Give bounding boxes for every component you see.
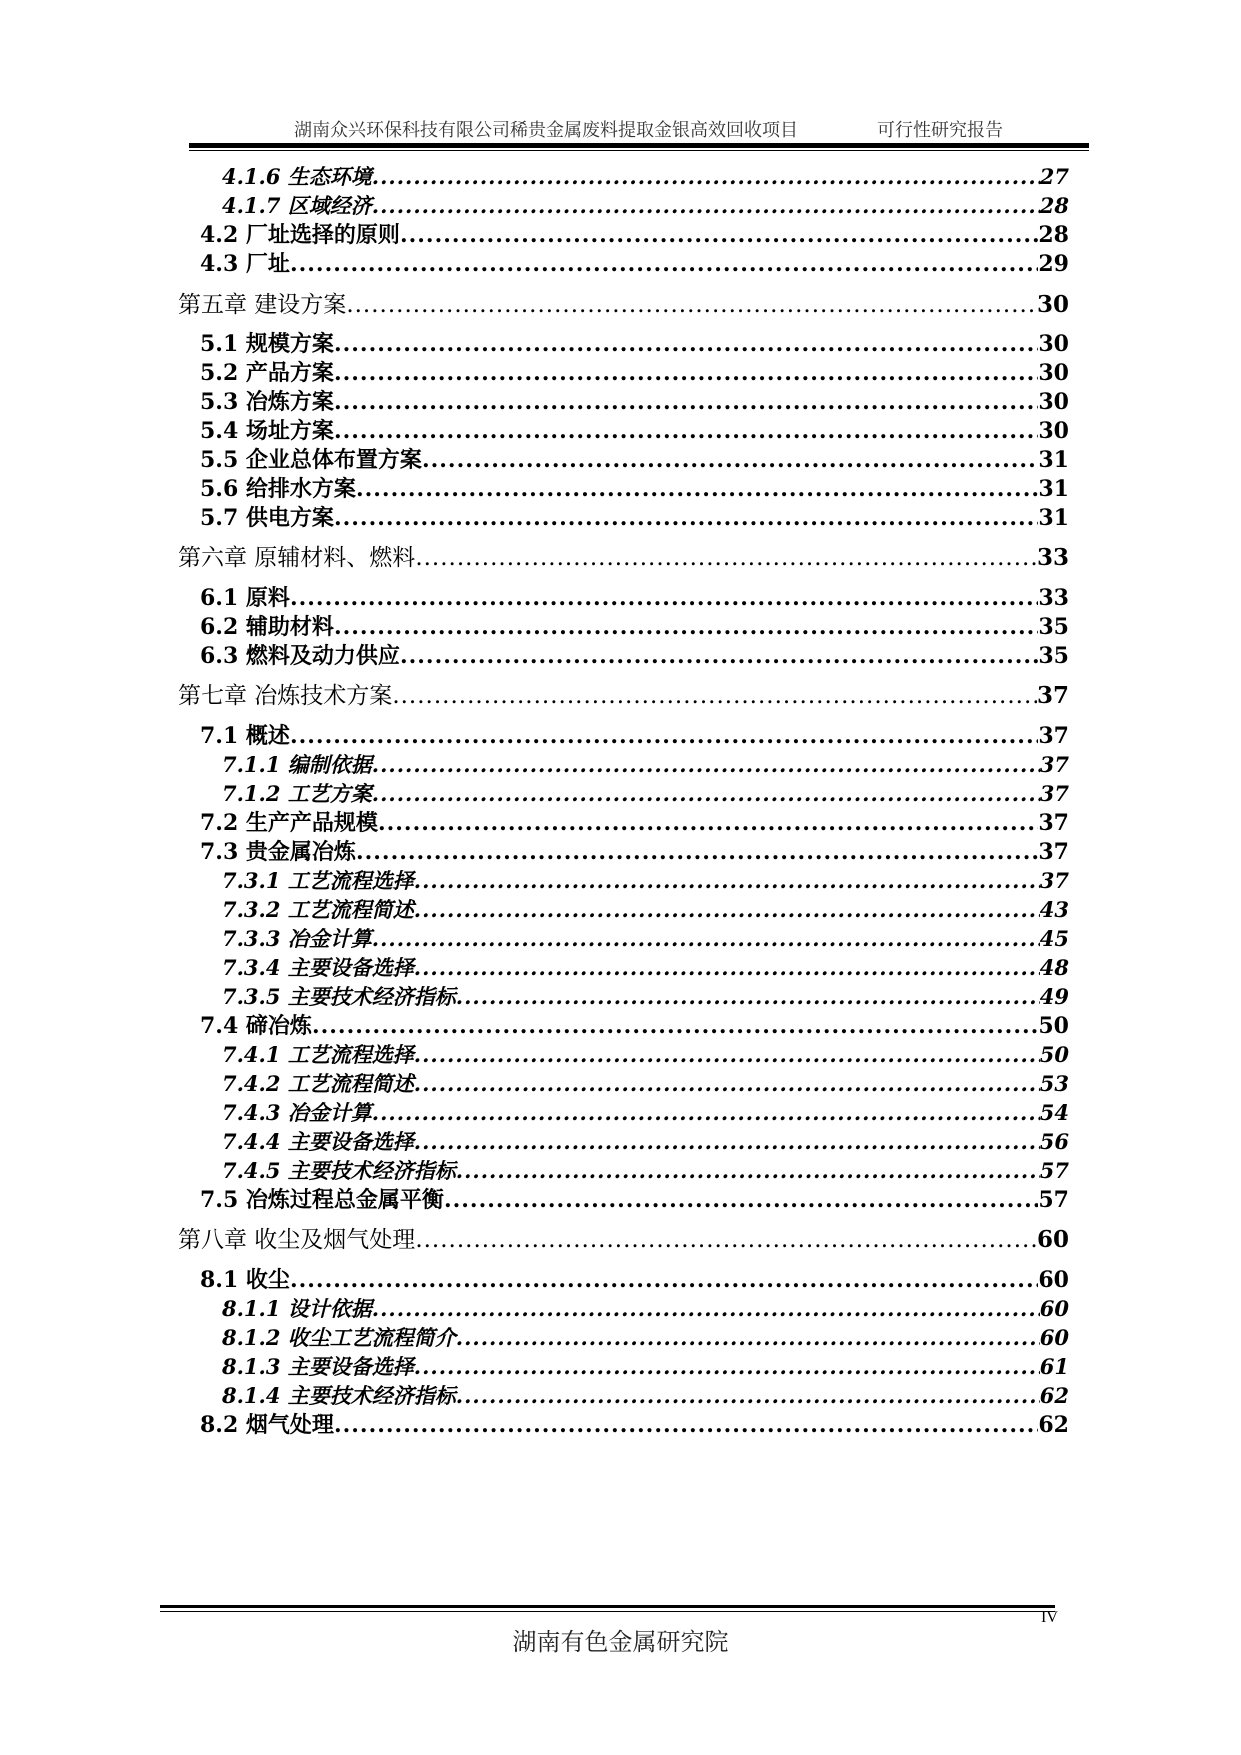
toc-entry-title: 8.1.3 主要设备选择 [222,1354,414,1379]
toc-entry[interactable] [200,1410,1069,1440]
toc-entry-page: 27 [1039,164,1069,189]
toc-entry[interactable] [200,641,1069,671]
toc-entry[interactable] [222,1381,1069,1411]
toc-entry-page: 49 [1039,984,1069,1009]
toc-entry-title: 5.6 给排水方案 [200,476,356,502]
toc-entry-title: 7.1 概述 [200,723,290,749]
toc-dot-leader [372,1098,1040,1128]
toc-entry[interactable] [222,1098,1069,1128]
toc-entry-page: 30 [1038,360,1069,386]
footer-institute: 湖南有色金属研究院 [512,1628,729,1656]
toc-dot-leader [414,1069,1040,1099]
toc-entry-title: 5.1 规模方案 [200,331,334,357]
toc-entry[interactable] [200,837,1069,867]
toc-dot-leader [378,808,1038,838]
toc-dot-leader [372,1294,1040,1324]
toc-entry-title: 8.1.2 收尘工艺流程简介 [222,1325,456,1350]
toc-dot-leader [414,1352,1040,1382]
toc-dot-leader [334,416,1038,446]
toc-entry-page: 37 [1038,723,1069,749]
toc-entry[interactable] [200,503,1069,533]
toc-entry[interactable] [200,445,1069,475]
toc-entry[interactable] [200,612,1069,642]
toc-entry-page: 57 [1038,1187,1069,1213]
toc-dot-leader [414,866,1040,896]
toc-entry-page: 60 [1038,1267,1069,1293]
toc-entry-page: 53 [1039,1071,1069,1096]
footer-rule-thick [160,1605,1055,1608]
toc-entry[interactable] [200,358,1069,388]
toc-entry-title: 4.2 厂址选择的原则 [200,222,400,248]
toc-entry-page: 35 [1038,614,1069,640]
toc-entry-title: 7.5 冶炼过程总金属平衡 [200,1187,444,1213]
toc-dot-leader [372,162,1040,192]
header-company-project: 湖南众兴环保科技有限公司稀贵金属废料提取金银高效回收项目 [294,120,798,141]
toc-entry-title: 5.2 产品方案 [200,360,334,386]
toc-dot-leader [334,387,1038,417]
toc-entry-page: 37 [1039,868,1069,893]
toc-dot-leader [456,1323,1040,1353]
toc-entry-page: 30 [1038,418,1069,444]
toc-entry-title: 8.2 烟气处理 [200,1412,334,1438]
toc-entry-title: 第七章 冶炼技术方案 [178,683,393,709]
toc-entry[interactable] [200,1185,1069,1215]
toc-entry-page: 31 [1038,447,1069,473]
toc-dot-leader [422,445,1038,475]
toc-entry[interactable] [222,162,1069,192]
toc-entry-title: 6.3 燃料及动力供应 [200,643,400,669]
toc-entry-title: 4.3 厂址 [200,251,290,277]
toc-entry[interactable] [200,1011,1069,1041]
toc-dot-leader [290,1265,1038,1295]
toc-dot-leader [334,1410,1038,1440]
toc-entry-page: 31 [1038,476,1069,502]
toc-entry[interactable] [200,583,1069,613]
toc-entry[interactable] [178,543,1069,573]
toc-entry-title: 第五章 建设方案 [178,292,347,318]
toc-entry-page: 60 [1039,1296,1069,1321]
toc-dot-leader [414,1127,1040,1157]
toc-dot-leader [414,895,1040,925]
toc-dot-leader [400,220,1038,250]
toc-entry-page: 61 [1039,1354,1069,1379]
toc-dot-leader [356,474,1038,504]
toc-entry-title: 7.2 生产产品规模 [200,810,378,836]
toc-entry-page: 37 [1038,810,1069,836]
toc-dot-leader [456,1381,1040,1411]
toc-entry[interactable] [222,1323,1069,1353]
toc-entry[interactable] [222,1127,1069,1157]
toc-entry-page: 45 [1039,926,1069,951]
toc-entry-page: 37 [1038,839,1069,865]
toc-entry-page: 43 [1039,897,1069,922]
toc-entry-page: 56 [1039,1129,1069,1154]
toc-entry-page: 57 [1039,1158,1069,1183]
toc-entry-page: 29 [1038,251,1069,277]
toc-entry-page: 30 [1038,389,1069,415]
toc-entry-page: 50 [1038,1013,1069,1039]
toc-entry-page: 37 [1039,752,1069,777]
toc-dot-leader [346,290,1037,320]
toc-entry-page: 33 [1038,585,1069,611]
toc-entry-title: 7.3.1 工艺流程选择 [222,868,414,893]
toc-entry-title: 4.1.7 区域经济 [222,193,372,218]
toc-entry[interactable] [178,290,1069,320]
toc-dot-leader [356,837,1038,867]
toc-entry-page: 60 [1039,1325,1069,1350]
toc-entry[interactable] [200,220,1069,250]
toc-entry-title: 5.3 冶炼方案 [200,389,334,415]
toc-entry-page: 50 [1039,1042,1069,1067]
toc-entry-page: 60 [1036,1226,1069,1253]
toc-entry[interactable] [222,1156,1069,1186]
toc-entry-page: 35 [1038,643,1069,669]
toc-entry-title: 5.4 场址方案 [200,418,334,444]
toc-entry[interactable] [222,779,1069,809]
toc-entry[interactable] [200,249,1069,279]
toc-entry-page: 54 [1039,1100,1069,1125]
toc-dot-leader [456,982,1040,1012]
toc-entry[interactable] [178,1225,1069,1255]
toc-entry-title: 7.3.5 主要技术经济指标 [222,984,456,1009]
toc-entry-title: 7.1.1 编制依据 [222,752,372,777]
toc-entry-title: 7.4.1 工艺流程选择 [222,1042,414,1067]
toc-dot-leader [290,721,1038,751]
toc-entry-page: 28 [1038,222,1069,248]
toc-entry[interactable] [222,1352,1069,1382]
toc-entry[interactable] [200,1265,1069,1295]
toc-entry-title: 7.3 贵金属冶炼 [200,839,356,865]
toc-dot-leader [334,612,1038,642]
toc-dot-leader [400,641,1038,671]
toc-entry-title: 第八章 收尘及烟气处理 [178,1227,416,1253]
toc-entry-page: 62 [1038,1412,1069,1438]
toc-entry-title: 7.4 碲冶炼 [200,1013,312,1039]
toc-entry-page: 30 [1036,291,1069,318]
toc-entry-page: 33 [1036,544,1069,571]
toc-dot-leader [392,681,1037,711]
toc-entry[interactable] [200,416,1069,446]
toc-entry-title: 7.4.4 主要设备选择 [222,1129,414,1154]
toc-dot-leader [372,779,1040,809]
footer-rule-thin [160,1611,1055,1612]
toc-entry-title: 6.2 辅助材料 [200,614,334,640]
toc-entry[interactable] [222,1294,1069,1324]
toc-dot-leader [372,191,1040,221]
toc-dot-leader [334,503,1038,533]
toc-entry-title: 8.1.1 设计依据 [222,1296,372,1321]
toc-dot-leader [415,543,1037,573]
toc-entry-title: 5.5 企业总体布置方案 [200,447,422,473]
toc-entry[interactable] [222,750,1069,780]
toc-entry-page: 30 [1038,331,1069,357]
toc-entry[interactable] [222,191,1069,221]
toc-dot-leader [414,953,1040,983]
toc-entry-title: 7.4.3 冶金计算 [222,1100,372,1125]
toc-dot-leader [334,329,1038,359]
toc-entry-title: 8.1 收尘 [200,1267,290,1293]
page-number: IV [1041,1609,1058,1626]
toc-entry[interactable] [222,953,1069,983]
toc-entry-title: 8.1.4 主要技术经济指标 [222,1383,456,1408]
toc-entry-title: 7.4.5 主要技术经济指标 [222,1158,456,1183]
header-report-type: 可行性研究报告 [877,120,1003,141]
toc-dot-leader [456,1156,1040,1186]
toc-entry[interactable] [200,474,1069,504]
toc-entry-page: 37 [1036,682,1069,709]
toc-entry-title: 第六章 原辅材料、燃料 [178,545,416,571]
toc-entry[interactable] [222,982,1069,1012]
toc-entry-title: 6.1 原料 [200,585,290,611]
toc-entry-page: 31 [1038,505,1069,531]
toc-dot-leader [290,249,1038,279]
toc-entry[interactable] [200,387,1069,417]
toc-dot-leader [444,1185,1038,1215]
toc-dot-leader [334,358,1038,388]
toc-entry[interactable] [200,721,1069,751]
toc-entry[interactable] [200,808,1069,838]
toc-entry-page: 48 [1039,955,1069,980]
toc-dot-leader [372,750,1040,780]
toc-entry[interactable] [200,329,1069,359]
toc-dot-leader [312,1011,1038,1041]
toc-entry-title: 4.1.6 生态环境 [222,164,372,189]
toc-entry[interactable] [222,895,1069,925]
toc-entry[interactable] [222,1040,1069,1070]
toc-entry-page: 37 [1039,781,1069,806]
toc-entry-title: 7.1.2 工艺方案 [222,781,372,806]
toc-entry[interactable] [178,681,1069,711]
toc-dot-leader [372,924,1040,954]
toc-entry-title: 7.3.2 工艺流程简述 [222,897,414,922]
toc-entry[interactable] [222,1069,1069,1099]
toc-entry-title: 7.3.4 主要设备选择 [222,955,414,980]
toc-entry[interactable] [222,866,1069,896]
toc-entry-title: 7.4.2 工艺流程简述 [222,1071,414,1096]
toc-dot-leader [290,583,1038,613]
toc-entry-title: 7.3.3 冶金计算 [222,926,372,951]
toc-entry[interactable] [222,924,1069,954]
toc-entry-page: 28 [1039,193,1069,218]
toc-dot-leader [414,1040,1040,1070]
toc-entry-title: 5.7 供电方案 [200,505,334,531]
toc-entry-page: 62 [1039,1383,1069,1408]
toc-dot-leader [415,1225,1037,1255]
